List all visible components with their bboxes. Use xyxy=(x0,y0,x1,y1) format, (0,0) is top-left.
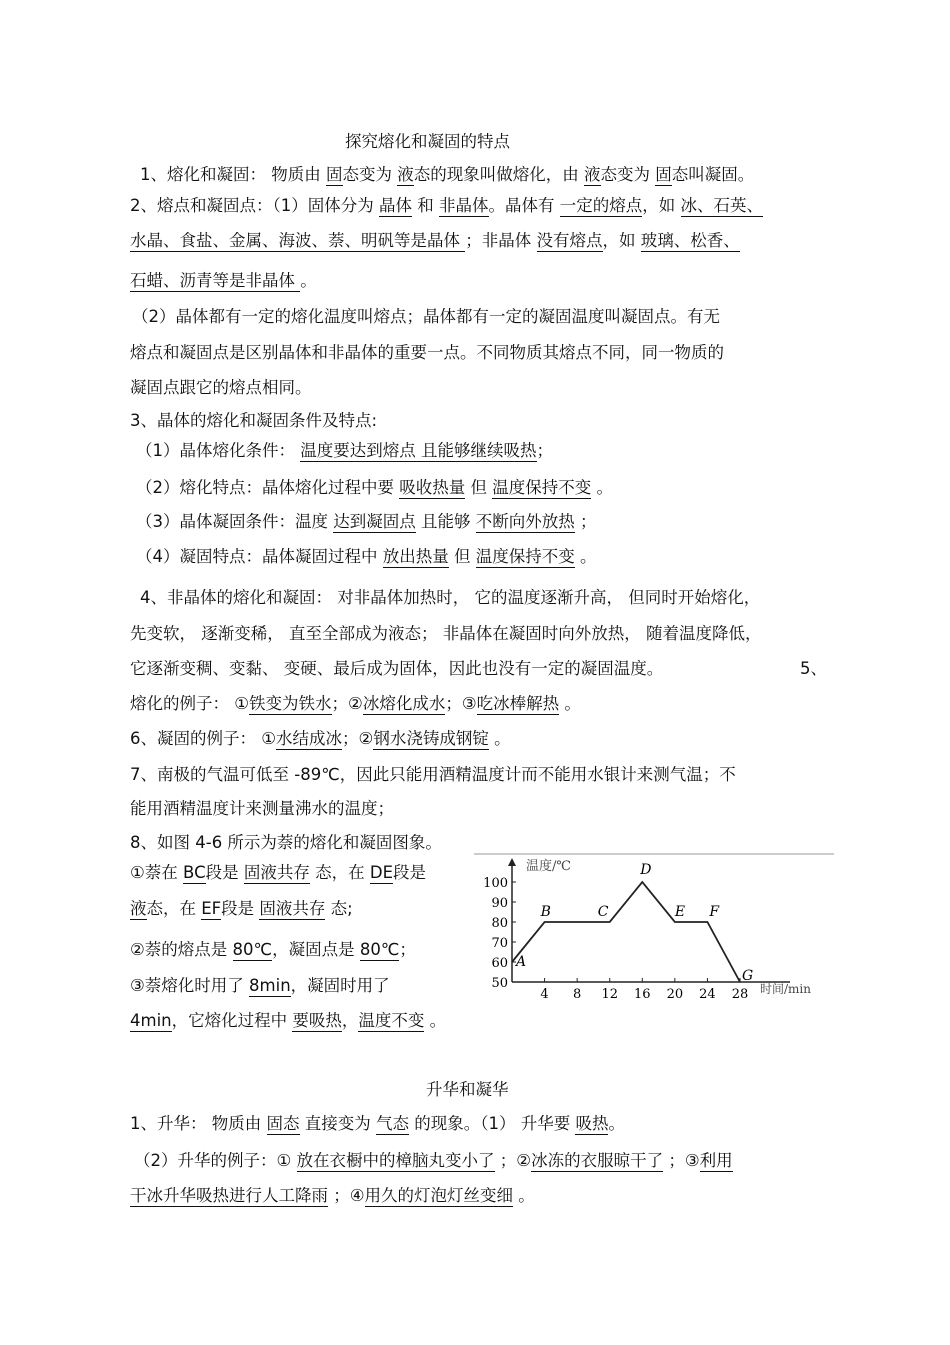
point-label: F xyxy=(709,904,720,920)
point-label: G xyxy=(742,968,754,984)
text-line: 2、熔点和凝固点：（1）固体分为 晶体 和 非晶体。晶体有 一定的熔点，如 冰、石英、 xyxy=(130,196,763,215)
text-line: 石蜡、沥青等是非晶体 。 xyxy=(130,271,317,290)
text-line: 5、 xyxy=(800,659,827,678)
text-line: 液态，在 EF段是 固液共存 态; xyxy=(130,899,353,918)
text-line: 8、如图 4-6 所示为萘的熔化和凝固图象。 xyxy=(130,833,442,852)
y-tick-label: 80 xyxy=(491,916,508,931)
text-line: 它逐渐变稠、变黏、 变硬、最后成为固体，因此也没有一定的凝固温度。 xyxy=(130,659,664,678)
x-tick-label: 4 xyxy=(540,987,549,1002)
text-line: 4、非晶体的熔化和凝固： 对非晶体加热时， 它的温度逐渐升高， 但同时开始熔化， xyxy=(140,588,761,607)
section-title-sublimation: 升华和凝华 xyxy=(426,1080,509,1099)
text-line: 干冰升华吸热进行人工降雨 ；④用久的灯泡灯丝变细 。 xyxy=(130,1186,535,1205)
text-line: 1、熔化和凝固： 物质由 固态变为 液态的现象叫做熔化，由 液态变为 固态叫凝固。 xyxy=(140,165,755,184)
y-tick-label: 100 xyxy=(483,876,508,891)
text-line: （3）晶体凝固条件：温度 达到凝固点 且能够 不断向外放热 ； xyxy=(136,512,597,531)
text-line: ②萘的熔点是 80℃，凝固点是 80℃； xyxy=(130,940,416,959)
y-tick-label: 50 xyxy=(491,976,508,991)
x-tick-label: 28 xyxy=(731,987,749,1002)
x-tick-label: 20 xyxy=(666,987,684,1002)
text-line: 先变软， 逐渐变稀， 直至全部成为液态； 非晶体在凝固时向外放热， 随着温度降低， xyxy=(130,624,762,643)
text-line: 6、凝固的例子： ①水结成冰；②钢水浇铸成钢锭 。 xyxy=(130,729,511,748)
text-line: （2）熔化特点：晶体熔化过程中要 吸收热量 但 温度保持不变 。 xyxy=(136,478,613,497)
text-line: 7、南极的气温可低至 -89℃，因此只能用酒精温度计而不能用水银计来测气温；不 xyxy=(130,765,736,784)
text-line: ①萘在 BC段是 固液共存 态，在 DE段是 xyxy=(130,863,426,882)
text-line: 3、晶体的熔化和凝固条件及特点: xyxy=(130,411,378,430)
text-line: （4）凝固特点：晶体凝固过程中 放出热量 但 温度保持不变 。 xyxy=(136,547,597,566)
text-line: 能用酒精温度计来测量沸水的温度； xyxy=(130,799,394,818)
text-line: （2）升华的例子：① 放在衣橱中的樟脑丸变小了 ；②冰冻的衣服晾干了 ；③利用 xyxy=(134,1151,733,1170)
y-tick-label: 70 xyxy=(491,936,508,951)
text-line: 熔化的例子： ①铁变为铁水；②冰熔化成水；③吃冰棒解热 。 xyxy=(130,694,581,713)
x-tick-label: 16 xyxy=(634,987,651,1002)
text-line: 4min，它熔化过程中 要吸热，温度不变 。 xyxy=(130,1011,447,1030)
y-tick-label: 90 xyxy=(491,896,508,911)
x-tick-label: 12 xyxy=(601,987,618,1002)
text-line: 熔点和凝固点是区别晶体和非晶体的重要一点。不同物质其熔点不同，同一物质的 xyxy=(130,343,724,362)
point-label: A xyxy=(516,954,527,970)
text-line: ③萘熔化时用了 8min，凝固时用了 xyxy=(130,976,390,995)
text-line: 1、升华： 物质由 固态 直接变为 气态 的现象。（1） 升华要 吸热。 xyxy=(130,1114,625,1133)
series-line xyxy=(512,882,740,982)
y-axis-label: 温度/℃ xyxy=(526,859,571,874)
text-line: 凝固点跟它的熔点相同。 xyxy=(130,378,312,397)
y-tick-label: 60 xyxy=(491,956,508,971)
point-label: B xyxy=(540,904,551,920)
x-axis-label: 时间/min xyxy=(760,982,811,996)
section-title-melting: 探究熔化和凝固的特点 xyxy=(345,132,510,151)
melting-chart xyxy=(470,848,840,1008)
point-label: C xyxy=(597,904,609,920)
text-line: 水晶、食盐、金属、海波、萘、明矾等是晶体 ；非晶体 没有熔点，如 玻璃、松香、 xyxy=(130,231,740,250)
x-tick-label: 24 xyxy=(699,987,716,1002)
text-line: （2）晶体都有一定的熔化温度叫熔点；晶体都有一定的凝固温度叫凝固点。有无 xyxy=(132,307,720,326)
point-label: E xyxy=(674,904,686,920)
text-line: （1）晶体熔化条件： 温度要达到熔点 且能够继续吸热； xyxy=(136,441,553,460)
x-tick-label: 8 xyxy=(573,987,582,1002)
y-axis-arrow xyxy=(508,858,516,866)
point-label: D xyxy=(640,862,652,878)
